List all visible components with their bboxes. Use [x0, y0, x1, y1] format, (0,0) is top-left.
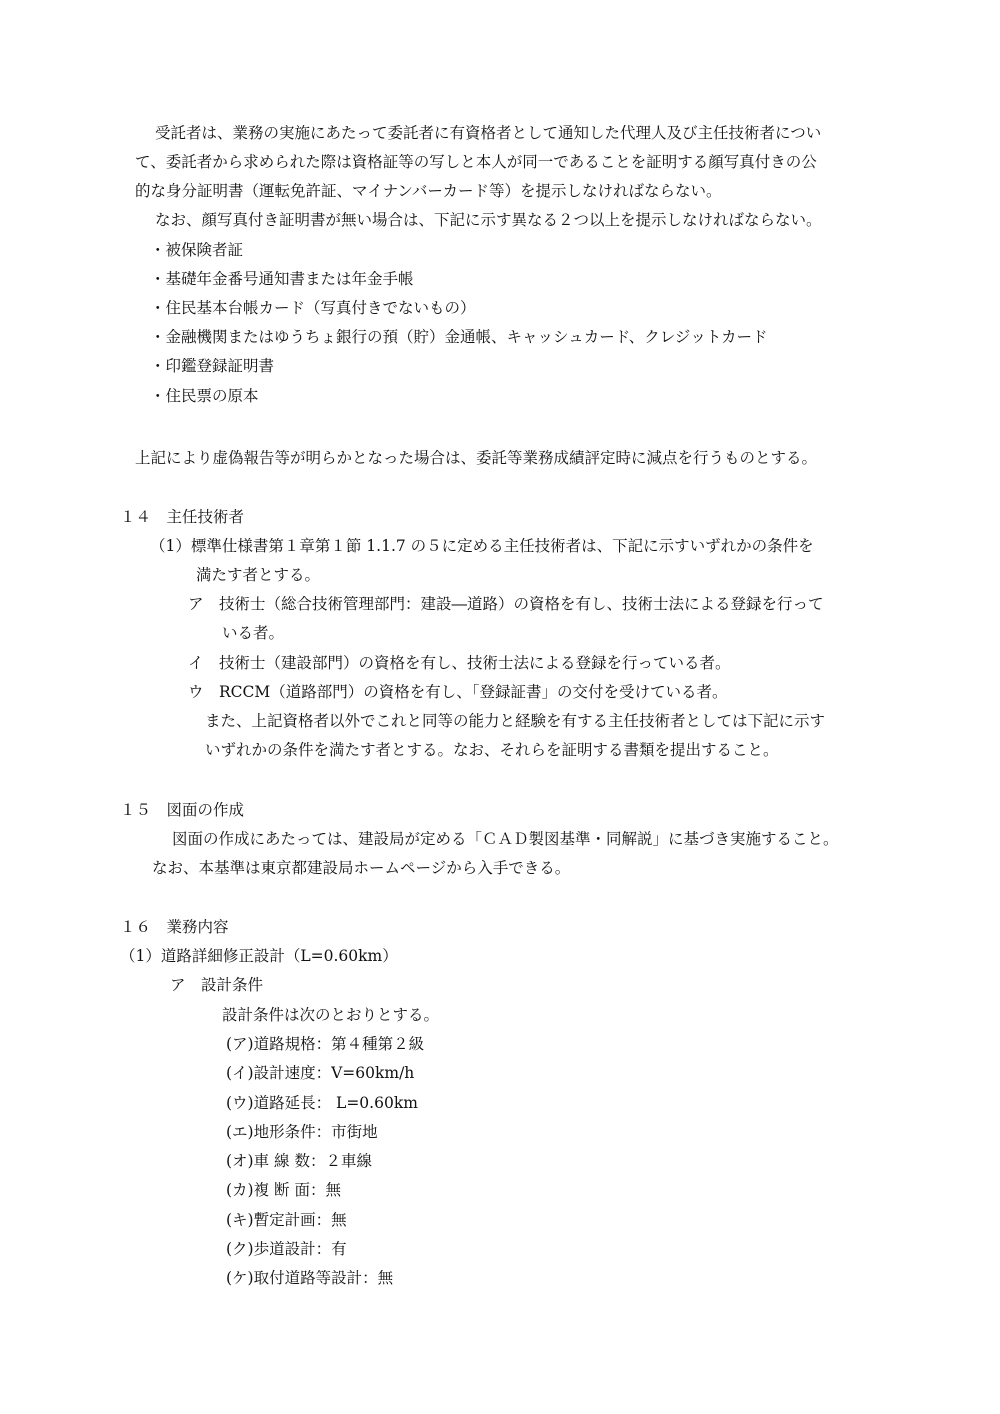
sec16-sub-a: ア 設計条件	[170, 976, 264, 994]
list-item: ・基礎年金番号通知書または年金手帳	[150, 270, 414, 288]
sec14-note-line2: いずれかの条件を満たす者とする。なお、それらを証明する書類を提出すること。	[205, 741, 779, 759]
sec15-line1: 図面の作成にあたっては、建設局が定める「ＣＡＤ製図基準・同解説」に基づき実施すること。	[172, 830, 839, 848]
list-item: ・住民票の原本	[150, 387, 259, 405]
sec16-intro: 設計条件は次のとおりとする。	[222, 1006, 440, 1024]
condition-item: (ア)道路規格：第４種第２級	[226, 1035, 425, 1053]
condition-item: (イ)設計速度：V=60km/h	[226, 1064, 415, 1082]
intro-p3: 上記により虚偽報告等が明らかとなった場合は、委託等業務成績評定時に減点を行うものとする。	[135, 449, 818, 467]
condition-item: (カ)複 断 面：無	[226, 1181, 341, 1199]
intro-p1-line1: 受託者は、業務の実施にあたって委託者に有資格者として通知した代理人及び主任技術者につい	[155, 124, 822, 142]
list-item: ・金融機関またはゆうちょ銀行の預（貯）金通帳、キャッシュカード、クレジットカード	[150, 328, 768, 346]
condition-item: (ケ)取付道路等設計：無	[226, 1269, 394, 1287]
intro-p1-line3: 的な身分証明書（運転免許証、マイナンバーカード等）を提示しなければならない。	[135, 182, 722, 200]
sec14-a-line1: ア 技術士（総合技術管理部門：建設―道路）の資格を有し、技術士法による登録を行って	[188, 595, 824, 613]
intro-p1-line2: て、委託者から求められた際は資格証等の写しと本人が同一であることを証明する顔写真付きの公	[135, 153, 817, 171]
condition-item: (ク)歩道設計：有	[226, 1240, 347, 1258]
sec14-u: ウ RCCM（道路部門）の資格を有し、「登録証書」の交付を受けている者。	[188, 683, 728, 701]
condition-item: (オ)車 線 数：２車線	[226, 1152, 372, 1170]
sec14-i: イ 技術士（建設部門）の資格を有し、技術士法による登録を行っている者。	[188, 654, 731, 672]
list-item: ・被保険者証	[150, 241, 244, 259]
sec14-a-line2: いる者。	[222, 624, 285, 642]
sec14-item1-line1: （1）標準仕様書第１章第１節 1.1.7 の５に定める主任技術者は、下記に示すいずれかの条件を	[150, 537, 814, 555]
sec14-note-line1: また、上記資格者以外でこれと同等の能力と経験を有する主任技術者としては下記に示す	[205, 712, 826, 730]
sec14-item1-line2: 満たす者とする。	[196, 566, 321, 584]
section-16-heading: １６ 業務内容	[120, 918, 229, 936]
list-item: ・印鑑登録証明書	[150, 357, 275, 375]
sec15-line2: なお、本基準は東京都建設局ホームページから入手できる。	[152, 859, 571, 877]
section-14-heading: １４ 主任技術者	[120, 508, 245, 526]
section-15-heading: １５ 図面の作成	[120, 801, 245, 819]
condition-item: (キ)暫定計画：無	[226, 1211, 347, 1229]
condition-item: (ウ)道路延長： L=0.60km	[226, 1094, 418, 1112]
sec16-item1: （1）道路詳細修正設計（L=0.60km）	[120, 947, 398, 965]
intro-p2: なお、顔写真付き証明書が無い場合は、下記に示す異なる２つ以上を提示しなければならない。	[155, 211, 822, 229]
condition-item: (エ)地形条件：市街地	[226, 1123, 378, 1141]
list-item: ・住民基本台帳カード（写真付きでないもの）	[150, 299, 476, 317]
